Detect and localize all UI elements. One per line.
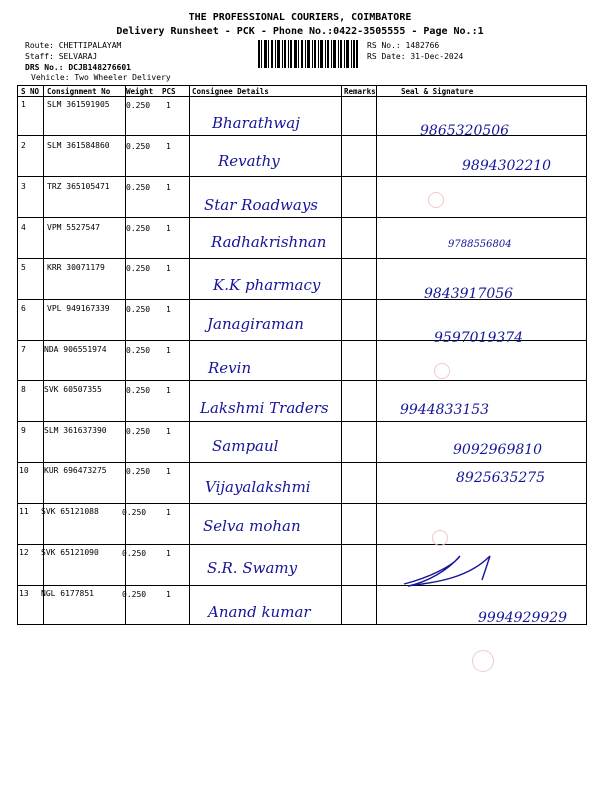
- row-sno: 9: [21, 426, 26, 435]
- consignee-handwriting: Vijayalakshmi: [205, 478, 311, 496]
- row-sno: 12: [19, 548, 29, 557]
- page-title: THE PROFESSIONAL COURIERS, COIMBATORE: [188, 12, 412, 23]
- row-consignment: NDA 906551974: [44, 345, 107, 354]
- consignee-handwriting: Star Roadways: [204, 196, 319, 214]
- consignee-handwriting: Lakshmi Traders: [200, 399, 329, 417]
- header-remarks: Remarks: [344, 87, 376, 96]
- row-consignment: SLM 361584860: [47, 141, 110, 150]
- row-weight: 0.250: [126, 467, 151, 476]
- signature-handwriting: 8925635275: [456, 470, 546, 486]
- signature-handwriting: 9894302210: [462, 158, 552, 174]
- row-sno: 8: [21, 385, 26, 394]
- row-consignment: SLM 361637390: [44, 426, 107, 435]
- row-sno: 4: [21, 223, 26, 232]
- row-pcs: 1: [166, 183, 171, 192]
- staff-label: Staff: SELVARAJ: [25, 52, 98, 61]
- consignee-handwriting: Bharathwaj: [212, 114, 300, 132]
- row-pcs: 1: [166, 305, 171, 314]
- signature-handwriting: 9788556804: [448, 239, 512, 250]
- row-consignment: VPM 5527547: [47, 223, 100, 232]
- row-weight: 0.250: [126, 224, 151, 233]
- row-pcs: 1: [166, 386, 171, 395]
- rs-date: RS Date: 31-Dec-2024: [367, 52, 464, 61]
- row-sno: 11: [19, 507, 29, 516]
- consignee-handwriting: Janagiraman: [207, 315, 304, 333]
- row-weight: 0.250: [126, 346, 151, 355]
- signature-handwriting: 9994929929: [478, 610, 568, 626]
- signature-handwriting: 9597019374: [434, 330, 524, 346]
- row-weight: 0.250: [126, 142, 151, 151]
- signature-handwriting: 9865320506: [420, 123, 510, 139]
- faint-stamp-mark: [428, 192, 444, 208]
- row-pcs: 1: [166, 467, 171, 476]
- row-consignment: TRZ 365105471: [47, 182, 110, 191]
- row-consignment: VPL 949167339: [47, 304, 110, 313]
- header-weight: Weight: [126, 87, 154, 96]
- row-consignment: SVK 65121090: [41, 548, 99, 557]
- signature-handwriting: 9092969810: [453, 442, 543, 458]
- row-pcs: 1: [166, 508, 171, 517]
- rs-number: RS No.: 1482766: [367, 41, 440, 50]
- consignee-handwriting: S.R. Swamy: [207, 559, 298, 577]
- row-weight: 0.250: [122, 590, 147, 599]
- row-pcs: 1: [166, 142, 171, 151]
- faint-stamp-mark: [434, 363, 450, 379]
- row-consignment: KRR 30071179: [47, 263, 105, 272]
- faint-stamp-mark: [432, 530, 448, 546]
- header-pcs: PCS: [162, 87, 176, 96]
- consignee-handwriting: Anand kumar: [208, 603, 311, 621]
- row-consignment: SVK 65121088: [41, 507, 99, 516]
- row-consignment: SVK 60507355: [44, 385, 102, 394]
- row-pcs: 1: [166, 590, 171, 599]
- row-pcs: 1: [166, 101, 171, 110]
- consignee-handwriting: Radhakrishnan: [211, 233, 327, 251]
- row-pcs: 1: [166, 427, 171, 436]
- runsheet-subtitle: Delivery Runsheet - PCK - Phone No.:0422-3505555 - Page No.:1: [116, 26, 484, 37]
- route-label: Route: CHETTIPALAYAM: [25, 41, 122, 50]
- row-sno: 10: [19, 466, 29, 475]
- signature-scribble: [398, 552, 498, 590]
- row-weight: 0.250: [126, 386, 151, 395]
- signature-handwriting: 9843917056: [424, 286, 514, 302]
- row-pcs: 1: [166, 549, 171, 558]
- row-weight: 0.250: [126, 305, 151, 314]
- row-sno: 7: [21, 345, 26, 354]
- row-sno: 1: [21, 100, 26, 109]
- faint-stamp-mark: [472, 650, 494, 672]
- row-consignment: SLM 361591905: [47, 100, 110, 109]
- barcode-image: [258, 40, 358, 68]
- consignee-handwriting: Revin: [208, 359, 252, 377]
- row-weight: 0.250: [126, 101, 151, 110]
- row-weight: 0.250: [126, 427, 151, 436]
- row-consignment: NGL 6177851: [41, 589, 94, 598]
- consignee-handwriting: Sampaul: [212, 437, 279, 455]
- row-sno: 13: [19, 589, 29, 598]
- row-pcs: 1: [166, 346, 171, 355]
- header-seal: Seal & Signature: [401, 87, 474, 96]
- vehicle-label: Vehicle: Two Wheeler Delivery: [31, 73, 171, 82]
- row-sno: 3: [21, 182, 26, 191]
- consignee-handwriting: K.K pharmacy: [213, 276, 321, 294]
- row-weight: 0.250: [126, 264, 151, 273]
- signature-handwriting: 9944833153: [400, 402, 490, 418]
- row-consignment: KUR 696473275: [44, 466, 107, 475]
- row-sno: 2: [21, 141, 26, 150]
- header-sno: S NO: [21, 87, 40, 96]
- row-pcs: 1: [166, 224, 171, 233]
- header-consignment: Consignment No: [47, 87, 111, 96]
- row-sno: 5: [21, 263, 26, 272]
- row-weight: 0.250: [126, 183, 151, 192]
- row-weight: 0.250: [122, 508, 147, 517]
- row-pcs: 1: [166, 264, 171, 273]
- consignee-handwriting: Revathy: [218, 152, 280, 170]
- drs-number: DRS No.: DCJB148276601: [25, 63, 131, 72]
- consignee-handwriting: Selva mohan: [203, 517, 301, 535]
- row-sno: 6: [21, 304, 26, 313]
- header-consignee: Consignee Details: [192, 87, 269, 96]
- row-weight: 0.250: [122, 549, 147, 558]
